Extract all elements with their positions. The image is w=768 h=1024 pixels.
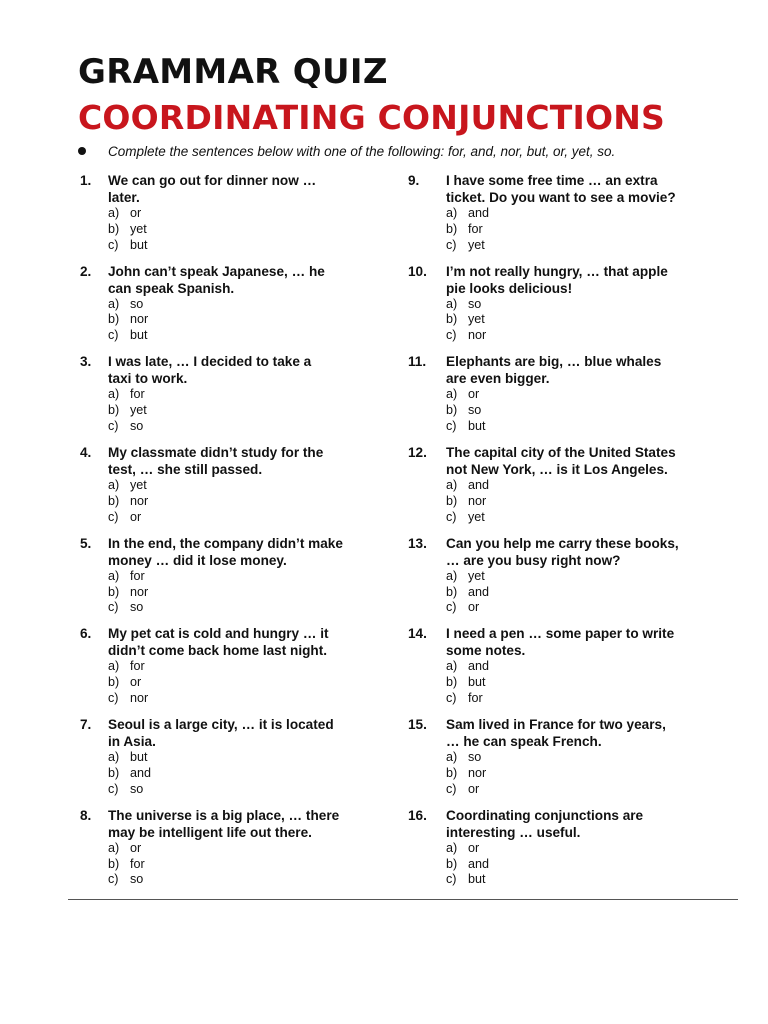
option-letter: b) [108,856,120,871]
option-word: so [130,296,144,311]
option-letter: a) [446,659,458,674]
question-item [408,807,738,898]
question-item [80,716,398,807]
answer-option [108,600,148,616]
answer-options [446,659,489,706]
question-number: 10. [408,263,427,279]
answer-option [108,328,148,344]
option-letter: c) [108,509,119,524]
question-text: We can go out for dinner now … later. [108,173,317,205]
answer-option [108,206,148,222]
question-text: I was late, … I decided to take a taxi to work. [108,354,312,387]
option-word: for [130,856,145,871]
option-letter: c) [108,328,119,343]
answer-option [108,659,148,675]
answer-option [446,387,486,403]
footer-divider [68,899,738,900]
left-question-column [80,172,398,898]
option-letter: b) [446,856,458,871]
option-word: and [468,206,490,220]
question-item [80,263,398,354]
question-number: 8. [80,807,92,823]
question-text: I need a pen … some paper to write some notes. [446,626,675,659]
question-number: 11. [408,354,427,370]
option-word: so [130,781,144,796]
question-item [408,535,738,626]
option-word: yet [468,509,485,524]
answer-options [108,478,148,525]
answer-options [446,569,489,616]
option-word: or [468,781,480,796]
option-word: and [130,765,152,780]
question-item [80,535,398,626]
question-item [80,625,398,716]
option-letter: c) [446,781,457,796]
option-letter: b) [446,765,458,780]
question-text: Seoul is a large city, … it is located in Asia. [108,717,334,750]
option-letter: a) [446,206,458,220]
question-text: Sam lived in France for two years, … he can speak French. [446,717,666,750]
option-letter: b) [108,765,120,780]
option-letter: c) [108,691,119,706]
question-item [408,172,738,263]
option-word: for [130,568,145,583]
answer-option [446,419,486,435]
answer-options [446,841,489,888]
answer-option [446,206,489,222]
option-word: but [468,872,486,887]
question-number: 2. [80,263,92,279]
answer-option [446,659,489,675]
option-letter: b) [108,584,120,599]
option-letter: c) [446,237,457,252]
option-letter: b) [108,312,120,327]
page-title: GRAMMAR QUIZ [78,52,388,92]
option-letter: a) [446,478,458,493]
option-letter: a) [108,750,120,765]
answer-option [108,312,148,328]
option-letter: b) [446,403,458,418]
option-letter: a) [446,750,458,765]
option-word: yet [468,312,485,327]
question-number: 7. [80,717,92,733]
answer-options [446,478,489,525]
option-letter: b) [446,221,458,236]
answer-option [108,494,148,510]
option-word: but [130,328,148,343]
answer-option [108,569,148,585]
question-number: 14. [408,626,427,642]
option-word: and [468,659,490,674]
answer-option [108,419,147,435]
option-word: nor [468,765,487,780]
answer-option [446,766,486,782]
option-word: and [468,478,490,493]
answer-option [108,403,147,419]
option-word: but [468,418,486,433]
option-letter: c) [446,418,457,433]
question-text: In the end, the company didn’t make money … did it lose money. [108,535,343,568]
option-word: but [468,675,486,690]
instruction-text: Complete the sentences below with one of the following: for, and, nor, but, or, yet, so. [108,144,616,159]
answer-options [108,569,148,616]
answer-option [446,238,489,254]
question-item [408,263,738,354]
option-letter: b) [446,493,458,508]
option-word: nor [130,312,149,327]
option-letter: a) [446,387,458,402]
question-item [408,444,738,535]
question-number: 13. [408,535,427,551]
option-letter: b) [446,584,458,599]
option-letter: c) [108,872,119,887]
option-word: for [468,221,483,236]
answer-option [446,782,486,798]
option-letter: a) [108,568,120,583]
answer-option [108,766,151,782]
option-word: so [468,750,482,765]
option-word: and [468,584,490,599]
option-letter: b) [108,403,120,418]
option-letter: c) [446,328,457,343]
question-text: John can’t speak Japanese, … he can speak Spanish. [108,263,325,296]
option-word: so [468,296,482,311]
option-letter: a) [446,568,458,583]
answer-option [446,478,489,494]
answer-option [108,297,148,313]
question-number: 4. [80,445,92,461]
option-word: but [130,237,148,252]
option-letter: a) [108,478,120,493]
answer-option [108,238,148,254]
answer-option [446,841,489,857]
question-text: Can you help me carry these books, … are you busy right now? [446,535,679,568]
question-text: My classmate didn’t study for the test, … she still passed. [108,445,324,478]
answer-option [108,782,151,798]
answer-option [446,297,486,313]
option-letter: a) [108,840,120,855]
answer-option [108,872,145,888]
option-letter: a) [108,387,120,402]
option-word: or [130,509,142,524]
option-letter: c) [108,237,119,252]
right-question-column [408,172,738,898]
option-word: or [130,840,142,855]
answer-option [446,312,486,328]
question-number: 12. [408,445,427,461]
question-text: My pet cat is cold and hungry … it didn’t come back home last night. [108,626,329,659]
option-letter: c) [108,781,119,796]
option-word: or [468,840,480,855]
question-number: 3. [80,354,92,370]
answer-option [446,675,489,691]
question-item [80,444,398,535]
answer-option [446,403,486,419]
option-word: yet [130,221,147,236]
answer-options [446,297,486,344]
question-text: Elephants are big, … blue whales are even bigger. [446,354,662,387]
answer-options [108,387,147,434]
option-word: or [468,600,480,615]
answer-options [108,841,145,888]
option-letter: a) [108,659,120,674]
answer-options [446,387,486,434]
answer-option [446,494,489,510]
answer-options [108,297,148,344]
bullet-icon [78,147,86,155]
option-letter: c) [446,691,457,706]
option-word: so [468,403,482,418]
answer-option [446,510,489,526]
answer-option [446,691,489,707]
page-subtitle: COORDINATING CONJUNCTIONS [78,98,666,137]
answer-option [446,857,489,873]
question-text: I have some free time … an extra ticket. Do you want to see a movie? [446,173,676,205]
option-word: nor [468,328,487,343]
answer-options [446,750,486,797]
answer-option [108,675,148,691]
question-item [80,807,398,898]
answer-option [446,569,489,585]
option-letter: c) [108,418,119,433]
option-letter: b) [108,493,120,508]
option-letter: c) [446,509,457,524]
answer-option [108,841,145,857]
option-word: yet [468,568,485,583]
answer-option [108,387,147,403]
question-number: 9. [408,173,420,188]
question-number: 16. [408,807,427,823]
question-item [408,353,738,444]
question-item [408,716,738,807]
question-item [80,172,398,263]
answer-option [108,750,151,766]
answer-option [446,872,489,888]
question-text: The capital city of the United States not New York, … is it Los Angeles. [446,445,676,478]
answer-option [108,510,148,526]
option-word: nor [468,493,487,508]
option-letter: c) [108,600,119,615]
option-letter: b) [446,312,458,327]
option-word: but [130,750,148,765]
answer-option [108,478,148,494]
answer-option [446,222,489,238]
answer-options [108,750,151,797]
option-word: nor [130,691,149,706]
question-item [80,353,398,444]
option-word: yet [130,478,147,493]
option-word: nor [130,584,149,599]
answer-option [108,857,145,873]
option-word: or [468,387,480,402]
question-text: Coordinating conjunctions are interesting … useful. [446,807,644,840]
option-word: for [130,387,145,402]
answer-option [108,585,148,601]
question-text: I’m not really hungry, … that apple pie looks delicious! [446,263,668,296]
option-letter: a) [108,296,120,311]
question-number: 1. [80,173,92,188]
option-letter: c) [446,872,457,887]
option-word: nor [130,493,149,508]
answer-option [446,585,489,601]
answer-option [446,600,489,616]
option-word: and [468,856,490,871]
option-word: yet [130,403,147,418]
option-word: or [130,206,142,220]
option-word: so [130,418,144,433]
option-word: for [468,691,483,706]
option-word: for [130,659,145,674]
answer-option [446,328,486,344]
question-number: 6. [80,626,92,642]
option-letter: a) [446,840,458,855]
option-letter: b) [446,675,458,690]
answer-options [108,659,148,706]
option-letter: a) [108,206,120,220]
option-word: so [130,600,144,615]
answer-option [446,750,486,766]
option-letter: b) [108,675,120,690]
question-number: 15. [408,717,427,733]
question-text: The universe is a big place, … there may be intelligent life out there. [108,807,340,840]
option-word: so [130,872,144,887]
question-number: 5. [80,535,92,551]
answer-option [108,691,148,707]
option-word: or [130,675,142,690]
option-letter: b) [108,221,120,236]
option-word: yet [468,237,485,252]
option-letter: a) [446,296,458,311]
answer-option [108,222,148,238]
answer-options [446,206,489,253]
option-letter: c) [446,600,457,615]
question-item [408,625,738,716]
answer-options [108,206,148,253]
